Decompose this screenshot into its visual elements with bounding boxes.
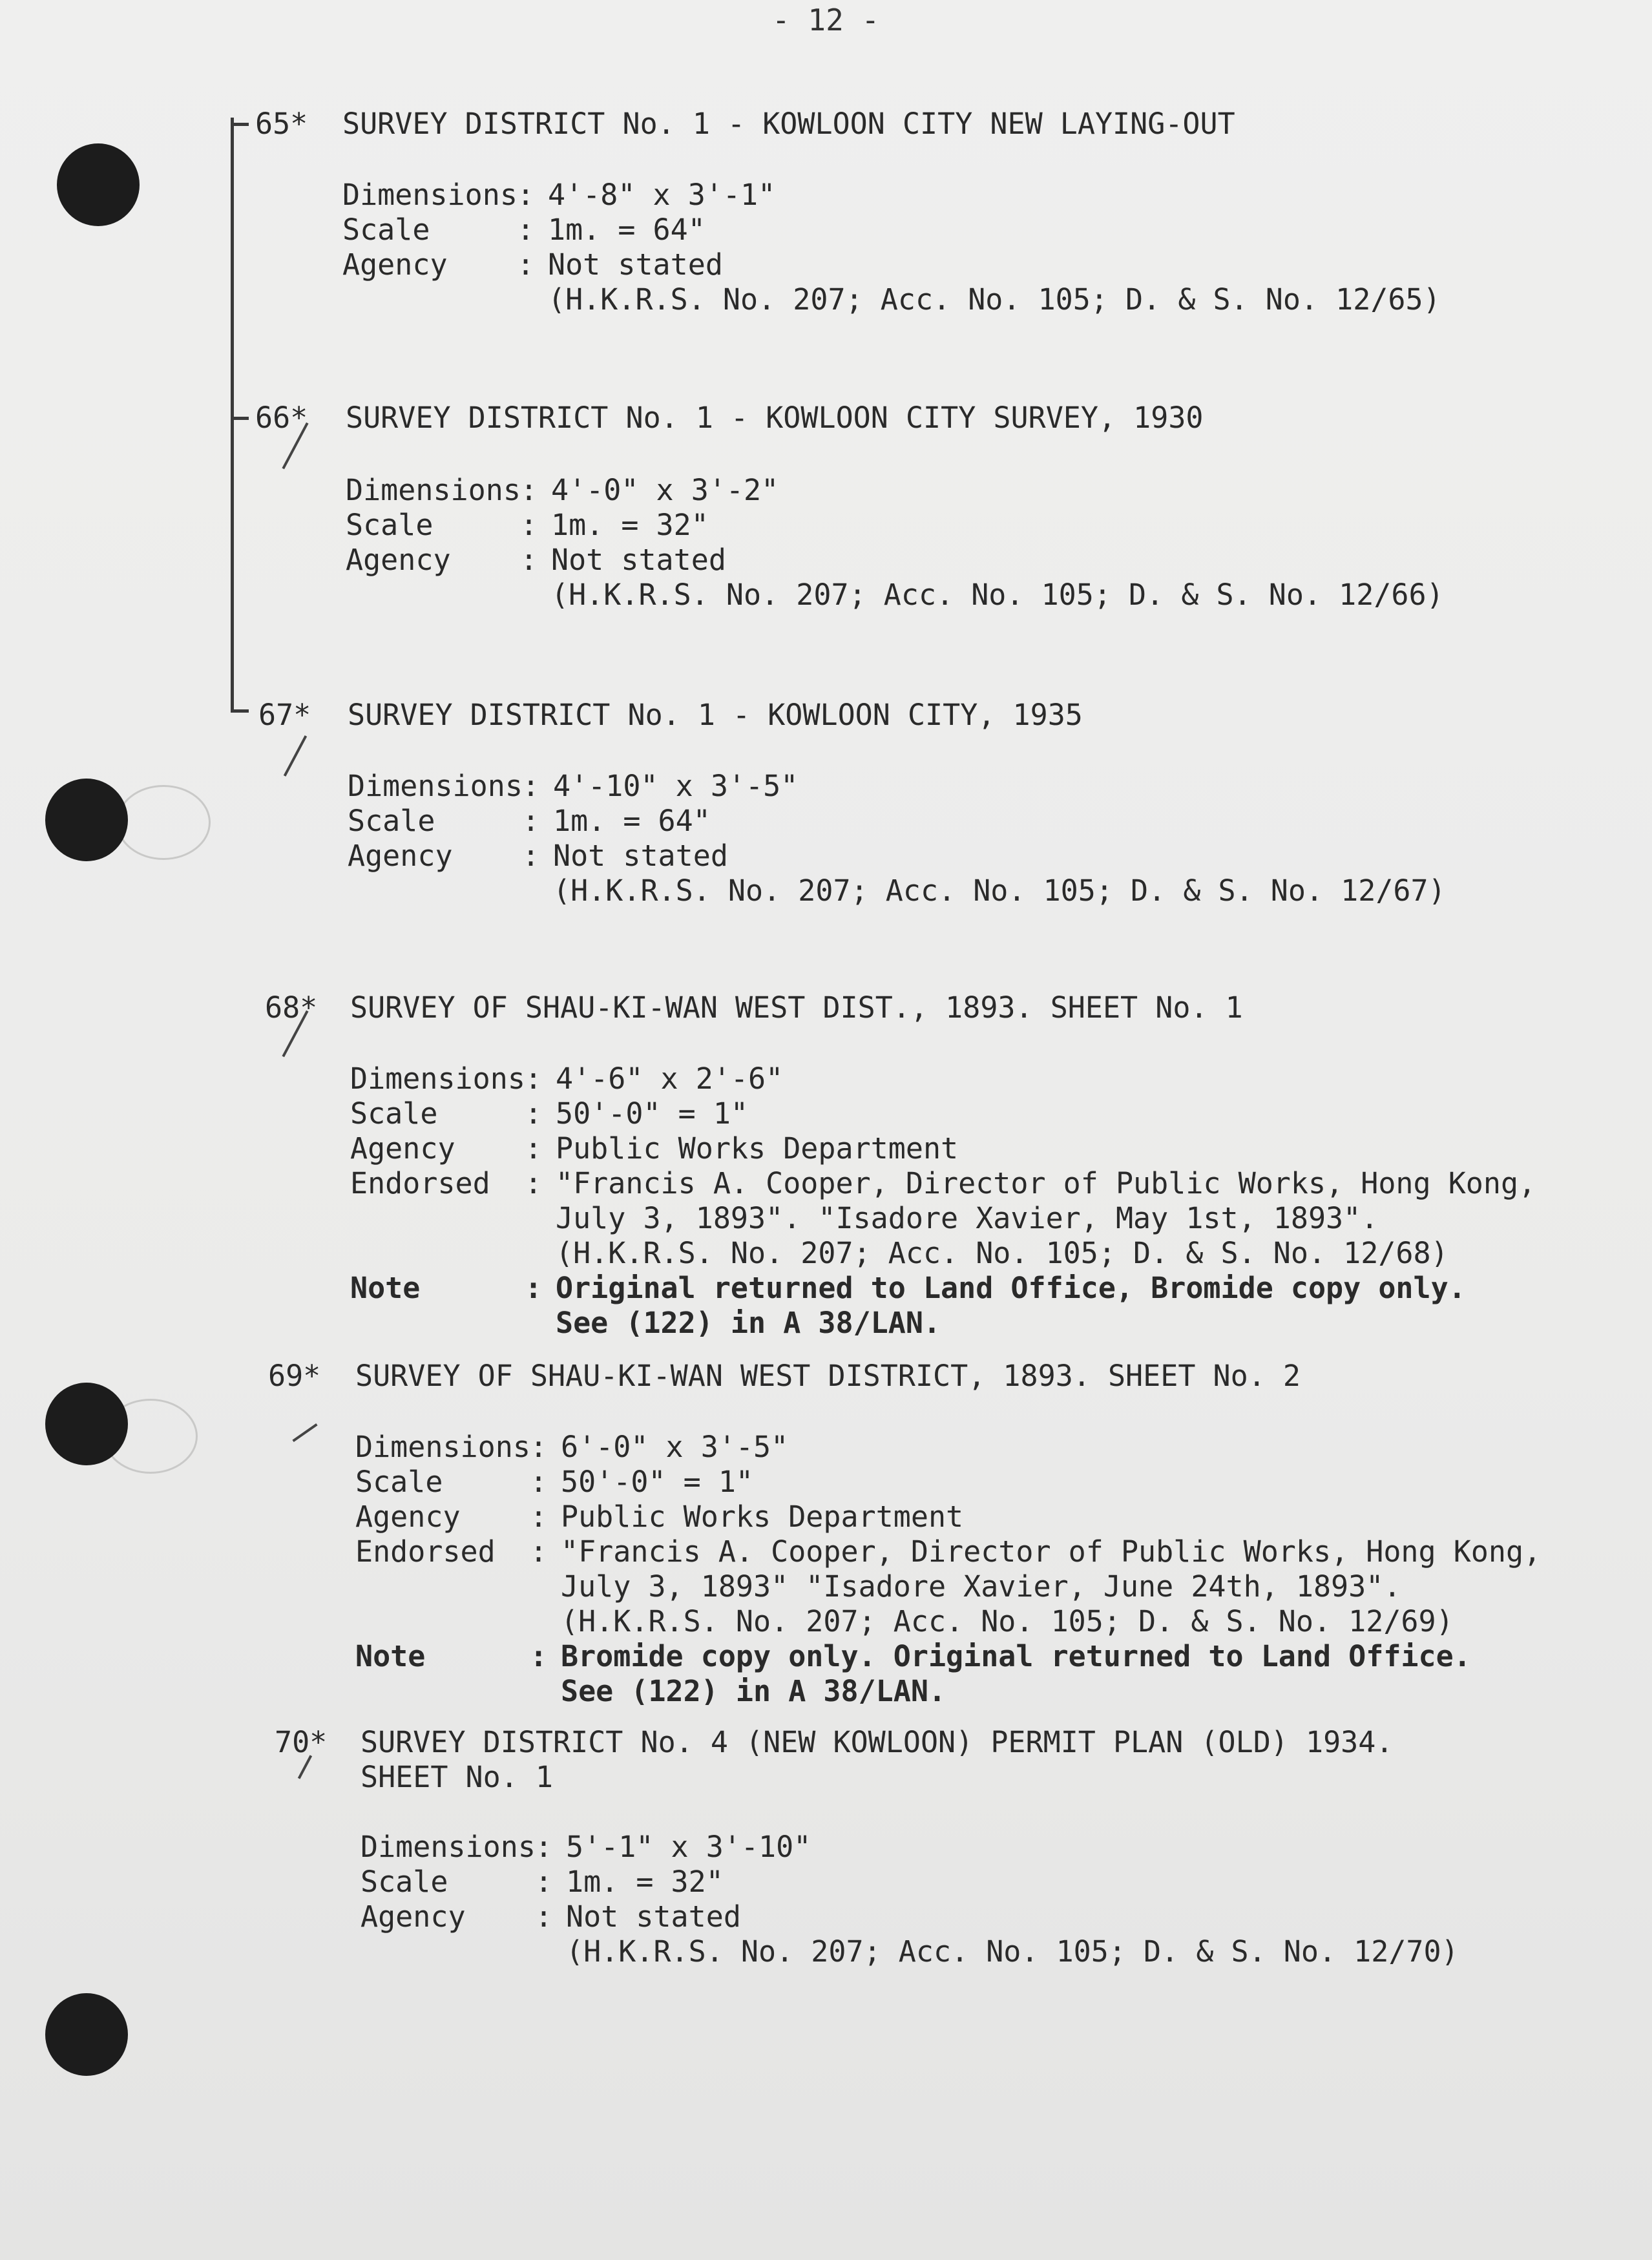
scale-label: Scale — [346, 508, 434, 542]
punch-hole — [57, 143, 140, 226]
endorsed-value-continued: July 3, 1893". "Isadore Xavier, May 1st, 1893". — [556, 1201, 1379, 1235]
agency-value: Public Works Department — [561, 1500, 964, 1534]
scale-label: Scale — [342, 213, 430, 247]
note-label: Note — [350, 1271, 421, 1305]
scale-label: Scale — [355, 1465, 443, 1499]
reference-value: (H.K.R.S. No. 207; Acc. No. 105; D. & S. No. 12/66) — [551, 578, 1444, 612]
agency-label: Agency — [355, 1500, 461, 1534]
entry-title: SURVEY DISTRICT No. 1 - KOWLOON CITY NEW LAYING-OUT — [342, 107, 1235, 141]
scale-label: Scale — [348, 804, 435, 838]
endorsed-value: "Francis A. Cooper, Director of Public Works, Hong Kong, — [556, 1166, 1536, 1200]
entry-number: 69* — [268, 1359, 321, 1393]
scale-value: 50'-0" = 1" — [561, 1465, 754, 1499]
dimensions-label: Dimensions — [350, 1062, 525, 1096]
agency-label: Agency — [346, 543, 451, 577]
scale-value: 50'-0" = 1" — [556, 1096, 749, 1131]
dimensions-value: 4'-10" x 3'-5" — [553, 769, 799, 803]
entry-title: SURVEY DISTRICT No. 4 (NEW KOWLOON) PERMIT PLAN (OLD) 1934. — [361, 1725, 1394, 1759]
agency-value: Not stated — [566, 1899, 741, 1934]
bracket-tick — [231, 123, 249, 126]
entry-number: 67* — [258, 698, 311, 732]
document-page: - 12 - 65* SURVEY DISTRICT No. 1 - KOWLOON CITY NEW LAYING-OUT Dimensions : 4'-8" x 3'-1" Scale : 1m. = 64" Agency : Not stated (H.K.R.S. No. 207; Acc. No. 105; D. & S. No. 12/65) 66* SURVEY DISTRICT No. 1 - KOWLOON CITY SURVEY, 1930 Dimensions : 4'-0" x 3'-2" Scale : 1m. = 32" Agency : Not stated (H.K.R.S. No. 207; Acc. No. 105; D. & S. No. 12/66) 67* SURVEY DISTRICT No. 1 - KOWLOON CITY, 1935 Dimensions : 4'-10" x 3'-5" Scale : 1m. = 64" Agency : Not stated (H.K.R.S. No. 207; Acc. No. 105; D. & S. No. 12/67) 68* SURVEY OF SHAU-KI-WAN WEST DIST., 1893. SHEET No. 1 Dimensions : 4'-6" x 2'-6" Scale : 50'-0" = 1" Agency : Public Works Department Endorsed : "Francis A. Cooper, Director of Public Works, Hong Kong, July 3, 1893". "Isadore Xavier, May 1st, 1893". (H.K.R.S. No. 207; Acc. No. 105; D. & S. No. 12/68) Note : Original returned to Land Office, Bromide copy only. See (122) in A 38/LAN. 69* SURVEY OF SHAU-KI-WAN WEST DISTRICT, 1893. SHEET No. 2 Dimensions : 6'-0" x 3'-5" Scale : 50'-0" = 1" Agency : Public Works Department Endorsed : "Francis A. Cooper, Director of Public Works, Hong Kong, July 3, 1893" "Isadore Xavier, June 24th, 1893". (H.K.R.S. No. 207; Acc. No. 105; D. & S. No. 12/69) Note : Bromide copy only. Original returned to Land Office. See (122) in A 38/LAN. 70* SURVEY DISTRICT No. 4 (NEW KOWLOON) PERMIT PLAN (OLD) 1934. SHEET No. 1 Dimensions : 5'-1" x 3'-10" Scale : 1m. = 32" Agency : Not stated (H.K.R.S. No. 207; Acc. No. 105; D. & S. No. 12/70) — [0, 0, 1652, 2260]
agency-value: Not stated — [551, 543, 726, 577]
scale-value: 1m. = 32" — [551, 508, 709, 542]
bracket-tick — [231, 709, 249, 713]
reference-value: (H.K.R.S. No. 207; Acc. No. 105; D. & S. No. 12/65) — [548, 282, 1441, 317]
endorsed-value-continued: July 3, 1893" "Isadore Xavier, June 24th, 1893". — [561, 1569, 1401, 1604]
entry-title: SURVEY OF SHAU-KI-WAN WEST DISTRICT, 1893. SHEET No. 2 — [355, 1359, 1301, 1393]
reference-value: (H.K.R.S. No. 207; Acc. No. 105; D. & S. No. 12/67) — [553, 874, 1446, 908]
punch-hole-shadow — [116, 785, 211, 860]
dimensions-label: Dimensions — [361, 1830, 536, 1864]
scale-value: 1m. = 32" — [566, 1865, 724, 1899]
entry-title: SURVEY DISTRICT No. 1 - KOWLOON CITY SURVEY, 1930 — [346, 401, 1204, 435]
scale-value: 1m. = 64" — [548, 213, 706, 247]
check-mark — [292, 1423, 317, 1442]
dimensions-value: 5'-1" x 3'-10" — [566, 1830, 811, 1864]
bracket-tick — [231, 417, 249, 420]
dimensions-value: 4'-8" x 3'-1" — [548, 178, 776, 212]
note-value: Bromide copy only. Original returned to Land Office. — [561, 1639, 1471, 1673]
reference-value: (H.K.R.S. No. 207; Acc. No. 105; D. & S. No. 12/69) — [561, 1604, 1454, 1638]
note-value-continued: See (122) in A 38/LAN. — [561, 1674, 946, 1708]
page-number: - 12 - — [772, 3, 880, 37]
dimensions-value: 4'-0" x 3'-2" — [551, 473, 779, 507]
endorsed-value: "Francis A. Cooper, Director of Public Works, Hong Kong, — [561, 1534, 1542, 1569]
entry-title-line-2: SHEET No. 1 — [361, 1760, 554, 1794]
reference-value: (H.K.R.S. No. 207; Acc. No. 105; D. & S. No. 12/70) — [566, 1934, 1459, 1969]
bracket-line — [231, 118, 234, 712]
entry-number: 66* — [255, 401, 308, 435]
agency-label: Agency — [361, 1899, 466, 1934]
entry-number: 68* — [265, 990, 318, 1025]
endorsed-label: Endorsed — [350, 1166, 490, 1200]
entry-number: 65* — [255, 107, 308, 141]
dimensions-label: Dimensions — [355, 1430, 530, 1464]
entry-title: SURVEY OF SHAU-KI-WAN WEST DIST., 1893. SHEET No. 1 — [350, 990, 1243, 1025]
reference-value: (H.K.R.S. No. 207; Acc. No. 105; D. & S. No. 12/68) — [556, 1236, 1448, 1270]
punch-hole — [45, 1383, 128, 1465]
dimensions-label: Dimensions — [342, 178, 518, 212]
punch-hole — [45, 779, 128, 861]
dimensions-value: 6'-0" x 3'-5" — [561, 1430, 789, 1464]
scale-label: Scale — [361, 1865, 448, 1899]
endorsed-label: Endorsed — [355, 1534, 496, 1569]
note-value-continued: See (122) in A 38/LAN. — [556, 1306, 941, 1340]
entry-title: SURVEY DISTRICT No. 1 - KOWLOON CITY, 1935 — [348, 698, 1083, 732]
agency-label: Agency — [348, 839, 453, 873]
scale-label: Scale — [350, 1096, 438, 1131]
agency-label: Agency — [350, 1131, 455, 1166]
note-value: Original returned to Land Office, Bromide copy only. — [556, 1271, 1466, 1305]
dimensions-value: 4'-6" x 2'-6" — [556, 1062, 784, 1096]
agency-value: Not stated — [553, 839, 728, 873]
agency-label: Agency — [342, 247, 448, 282]
agency-value: Not stated — [548, 247, 723, 282]
punch-hole — [45, 1993, 128, 2076]
check-mark — [284, 735, 307, 777]
entry-number: 70* — [275, 1725, 328, 1759]
scale-value: 1m. = 64" — [553, 804, 711, 838]
dimensions-label: Dimensions — [348, 769, 523, 803]
dimensions-label: Dimensions — [346, 473, 521, 507]
note-label: Note — [355, 1639, 426, 1673]
agency-value: Public Works Department — [556, 1131, 959, 1166]
